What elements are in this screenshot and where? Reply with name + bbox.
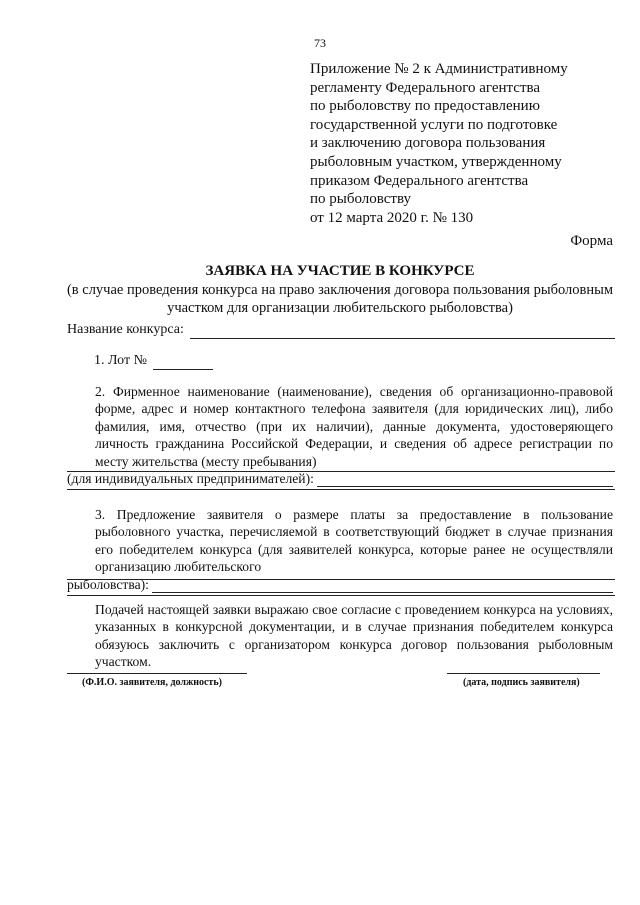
item-2-field[interactable] [317, 474, 613, 487]
item-2-fill-line[interactable] [67, 471, 615, 472]
form-subtitle-line: (в случае проведения конкурса на право заключения договора пользования рыболовным [66, 282, 614, 298]
form-label: Форма [570, 233, 613, 249]
page-number: 73 [314, 36, 326, 50]
annex-line: Приложение № 2 к Административному [310, 61, 568, 77]
applicant-name-label: (Ф.И.О. заявителя, должность) [82, 677, 222, 688]
annex-line: государственной услуги по подготовке [310, 116, 558, 133]
item-2-last-line [67, 470, 613, 487]
annex-line: и заключению договора пользования [310, 135, 546, 152]
form-subtitle-line: участком для организации любительского рыболовства) [167, 300, 513, 316]
item-3-fill-line[interactable] [67, 595, 615, 596]
annex-line: по рыболовству [310, 191, 412, 208]
item-3-fill-line[interactable] [67, 579, 615, 580]
consent-text: Подачей настоящей заявки выражаю свое согласие с проведением конкурса на условиях, указанных в конкурсной документации, и в случае признания победителем конкурса обязуюсь заключить с организатором конкурса договор пользования рыболовным участком. [95, 602, 613, 670]
item-3-field[interactable] [152, 580, 613, 593]
annex-reference [310, 60, 630, 227]
item-2-fill-line[interactable] [67, 489, 615, 490]
contest-name-field[interactable] [190, 325, 615, 339]
lot-row [94, 352, 213, 370]
item-2-tail: (для индивидуальных предпринимателей): [67, 471, 314, 487]
annex-line: по рыболовству по предоставлению [310, 98, 540, 115]
contest-name-row [67, 321, 615, 339]
lot-label: 1. Лот № [94, 353, 147, 368]
annex-line: рыболовным участком, утвержденному [310, 153, 562, 170]
item-3-tail: рыболовства): [67, 576, 149, 592]
date-signature-label: (дата, подпись заявителя) [463, 677, 580, 688]
item-2-text: 2. Фирменное наименование (наименование), сведения об организационно-правовой форме, адрес и номер контактного телефона заявителя (для юридических лиц), либо фамилия, имя, отчество (при их наличии), данные документа, удостоверяющего личность гражданина Российской Федерации, и сведения об адресе регистрации по месту жительства (месту пребывания) [95, 384, 613, 469]
consent-paragraph [67, 601, 613, 671]
date-signature-line[interactable] [447, 673, 600, 674]
annex-line: от 12 марта 2020 г. № 130 [310, 209, 474, 226]
form-title: ЗАЯВКА НА УЧАСТИЕ В КОНКУРСЕ [205, 263, 475, 279]
contest-name-label: Название конкурса: [67, 322, 184, 337]
annex-line: приказом Федерального агентства [310, 172, 529, 189]
form-title-block [60, 262, 620, 317]
item-3-text: 3. Предложение заявителя о размере платы за предоставление в пользование рыболовного участка, перечисляемой в соответствующий бюджет в случае признания его победителем конкурса (для заявителей конкурса, которые ранее не осуществляли организацию любительского [95, 507, 613, 575]
annex-line: регламенту Федерального агентства [310, 79, 541, 96]
applicant-name-signature-line[interactable] [67, 673, 247, 674]
lot-number-field[interactable] [153, 356, 213, 370]
